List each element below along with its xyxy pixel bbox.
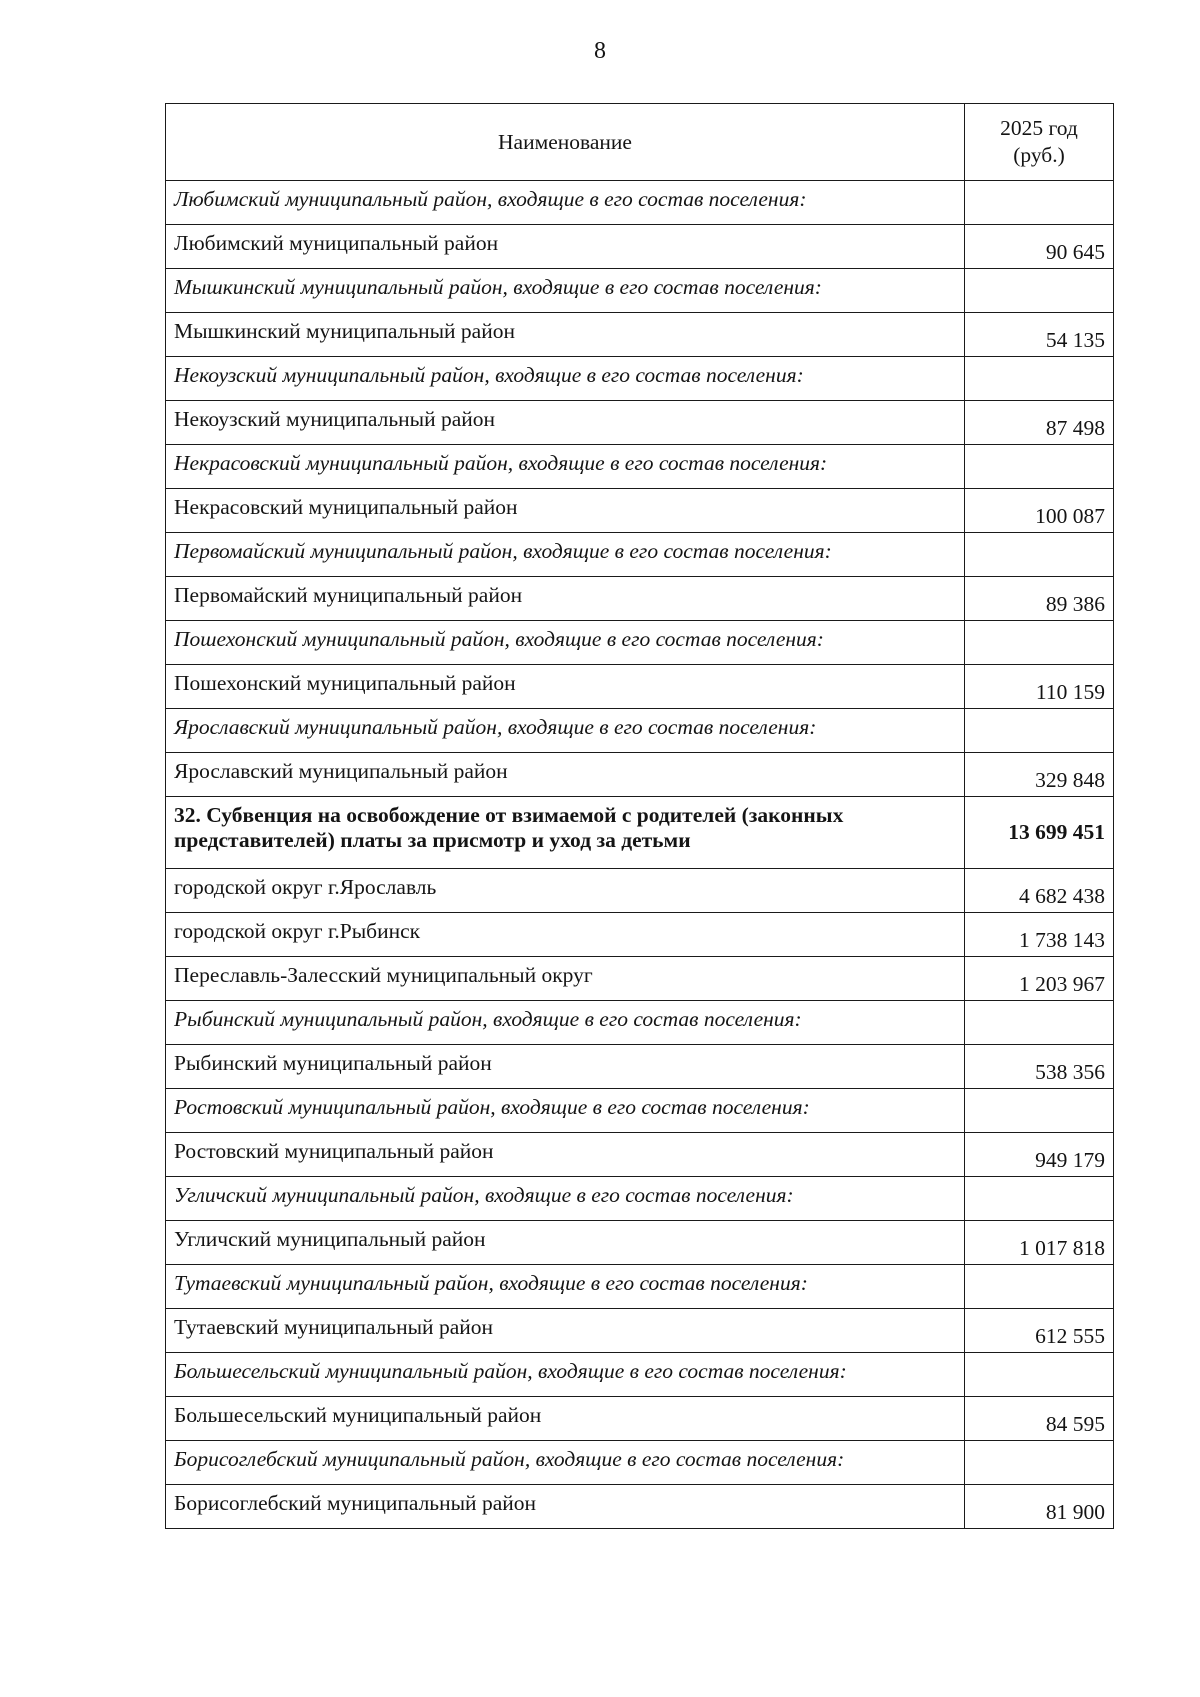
header-year: 2025 год xyxy=(1000,116,1078,140)
row-name-cell: Тутаевский муниципальный район xyxy=(166,1309,965,1353)
row-value-cell xyxy=(965,445,1114,489)
row-value-cell xyxy=(965,1265,1114,1309)
row-value-cell: 13 699 451 xyxy=(965,797,1114,869)
row-name-cell: Угличский муниципальный район xyxy=(166,1221,965,1265)
row-value-cell xyxy=(965,709,1114,753)
row-value-cell xyxy=(965,1001,1114,1045)
row-name-cell: Пошехонский муниципальный район, входящие в его состав поселения: xyxy=(166,621,965,665)
table-row xyxy=(166,1485,1114,1529)
row-name-cell: Некрасовский муниципальный район xyxy=(166,489,965,533)
row-value-cell: 54 135 xyxy=(965,313,1114,357)
row-value-cell: 110 159 xyxy=(965,665,1114,709)
row-value-cell: 89 386 xyxy=(965,577,1114,621)
row-name-cell: Ростовский муниципальный район xyxy=(166,1133,965,1177)
header-unit: (руб.) xyxy=(1013,143,1065,167)
budget-table xyxy=(165,103,1114,1529)
row-name-cell: Мышкинский муниципальный район xyxy=(166,313,965,357)
table-row xyxy=(166,869,1114,913)
row-name-cell: Ярославский муниципальный район xyxy=(166,753,965,797)
row-value-cell xyxy=(965,357,1114,401)
table-row xyxy=(166,1221,1114,1265)
row-name-cell: Первомайский муниципальный район xyxy=(166,577,965,621)
row-name-cell: Переславль-Залесский муниципальный округ xyxy=(166,957,965,1001)
row-name-cell: Некрасовский муниципальный район, входящие в его состав поселения: xyxy=(166,445,965,489)
group-header-row xyxy=(166,1177,1114,1221)
group-header-row xyxy=(166,621,1114,665)
row-value-cell xyxy=(965,1177,1114,1221)
group-header-row xyxy=(166,1089,1114,1133)
row-value-cell xyxy=(965,1353,1114,1397)
table-row xyxy=(166,957,1114,1001)
row-name-cell: городской округ г.Ярославль xyxy=(166,869,965,913)
row-name-cell: Большесельский муниципальный район, входящие в его состав поселения: xyxy=(166,1353,965,1397)
row-name-cell: Любимский муниципальный район xyxy=(166,225,965,269)
row-value-cell: 90 645 xyxy=(965,225,1114,269)
row-name-cell: Ростовский муниципальный район, входящие в его состав поселения: xyxy=(166,1089,965,1133)
row-name-cell: Пошехонский муниципальный район xyxy=(166,665,965,709)
row-value-cell: 612 555 xyxy=(965,1309,1114,1353)
row-value-cell: 1 203 967 xyxy=(965,957,1114,1001)
row-value-cell: 81 900 xyxy=(965,1485,1114,1529)
row-name-cell: Некоузский муниципальный район xyxy=(166,401,965,445)
row-value-cell: 949 179 xyxy=(965,1133,1114,1177)
group-header-row xyxy=(166,533,1114,577)
table-body xyxy=(166,181,1114,1529)
row-name-cell: Борисоглебский муниципальный район, входящие в его состав поселения: xyxy=(166,1441,965,1485)
table-row xyxy=(166,1397,1114,1441)
row-value-cell: 87 498 xyxy=(965,401,1114,445)
row-value-cell: 1 738 143 xyxy=(965,913,1114,957)
row-value-cell: 4 682 438 xyxy=(965,869,1114,913)
row-value-cell xyxy=(965,1441,1114,1485)
group-header-row xyxy=(166,269,1114,313)
table-row xyxy=(166,1133,1114,1177)
group-header-row xyxy=(166,1441,1114,1485)
table-row xyxy=(166,401,1114,445)
group-header-row xyxy=(166,709,1114,753)
row-name-cell: Угличский муниципальный район, входящие в его состав поселения: xyxy=(166,1177,965,1221)
table-row xyxy=(166,665,1114,709)
row-name-cell: Первомайский муниципальный район, входящие в его состав поселения: xyxy=(166,533,965,577)
row-name-cell: Тутаевский муниципальный район, входящие в его состав поселения: xyxy=(166,1265,965,1309)
header-year-cell xyxy=(965,104,1114,181)
row-name-cell: 32. Субвенция на освобождение от взимаемой с родителей (законных представителей) платы за присмотр и уход за детьми xyxy=(166,797,965,869)
table-row xyxy=(166,753,1114,797)
row-value-cell: 329 848 xyxy=(965,753,1114,797)
row-value-cell: 1 017 818 xyxy=(965,1221,1114,1265)
row-name-cell: городской округ г.Рыбинск xyxy=(166,913,965,957)
table-row xyxy=(166,577,1114,621)
table-row xyxy=(166,913,1114,957)
table-row xyxy=(166,1045,1114,1089)
group-header-row xyxy=(166,1353,1114,1397)
row-value-cell xyxy=(965,269,1114,313)
group-header-row xyxy=(166,1001,1114,1045)
row-name-cell: Любимский муниципальный район, входящие в его состав поселения: xyxy=(166,181,965,225)
group-header-row xyxy=(166,357,1114,401)
row-value-cell xyxy=(965,533,1114,577)
row-value-cell xyxy=(965,621,1114,665)
table-row xyxy=(166,1309,1114,1353)
row-value-cell: 538 356 xyxy=(965,1045,1114,1089)
group-header-row xyxy=(166,445,1114,489)
table-row xyxy=(166,225,1114,269)
row-name-cell: Большесельский муниципальный район xyxy=(166,1397,965,1441)
table-row xyxy=(166,489,1114,533)
table-header xyxy=(166,104,1114,181)
group-header-row xyxy=(166,181,1114,225)
row-value-cell xyxy=(965,1089,1114,1133)
table-row xyxy=(166,313,1114,357)
subvention-total-row xyxy=(166,797,1114,869)
header-name-cell: Наименование xyxy=(166,104,965,181)
row-value-cell xyxy=(965,181,1114,225)
page-number: 8 xyxy=(594,38,606,64)
row-name-cell: Мышкинский муниципальный район, входящие в его состав поселения: xyxy=(166,269,965,313)
header-row xyxy=(166,104,1114,181)
row-name-cell: Борисоглебский муниципальный район xyxy=(166,1485,965,1529)
row-name-cell: Рыбинский муниципальный район xyxy=(166,1045,965,1089)
row-value-cell: 100 087 xyxy=(965,489,1114,533)
row-name-cell: Ярославский муниципальный район, входящие в его состав поселения: xyxy=(166,709,965,753)
row-name-cell: Рыбинский муниципальный район, входящие в его состав поселения: xyxy=(166,1001,965,1045)
group-header-row xyxy=(166,1265,1114,1309)
row-name-cell: Некоузский муниципальный район, входящие в его состав поселения: xyxy=(166,357,965,401)
row-value-cell: 84 595 xyxy=(965,1397,1114,1441)
